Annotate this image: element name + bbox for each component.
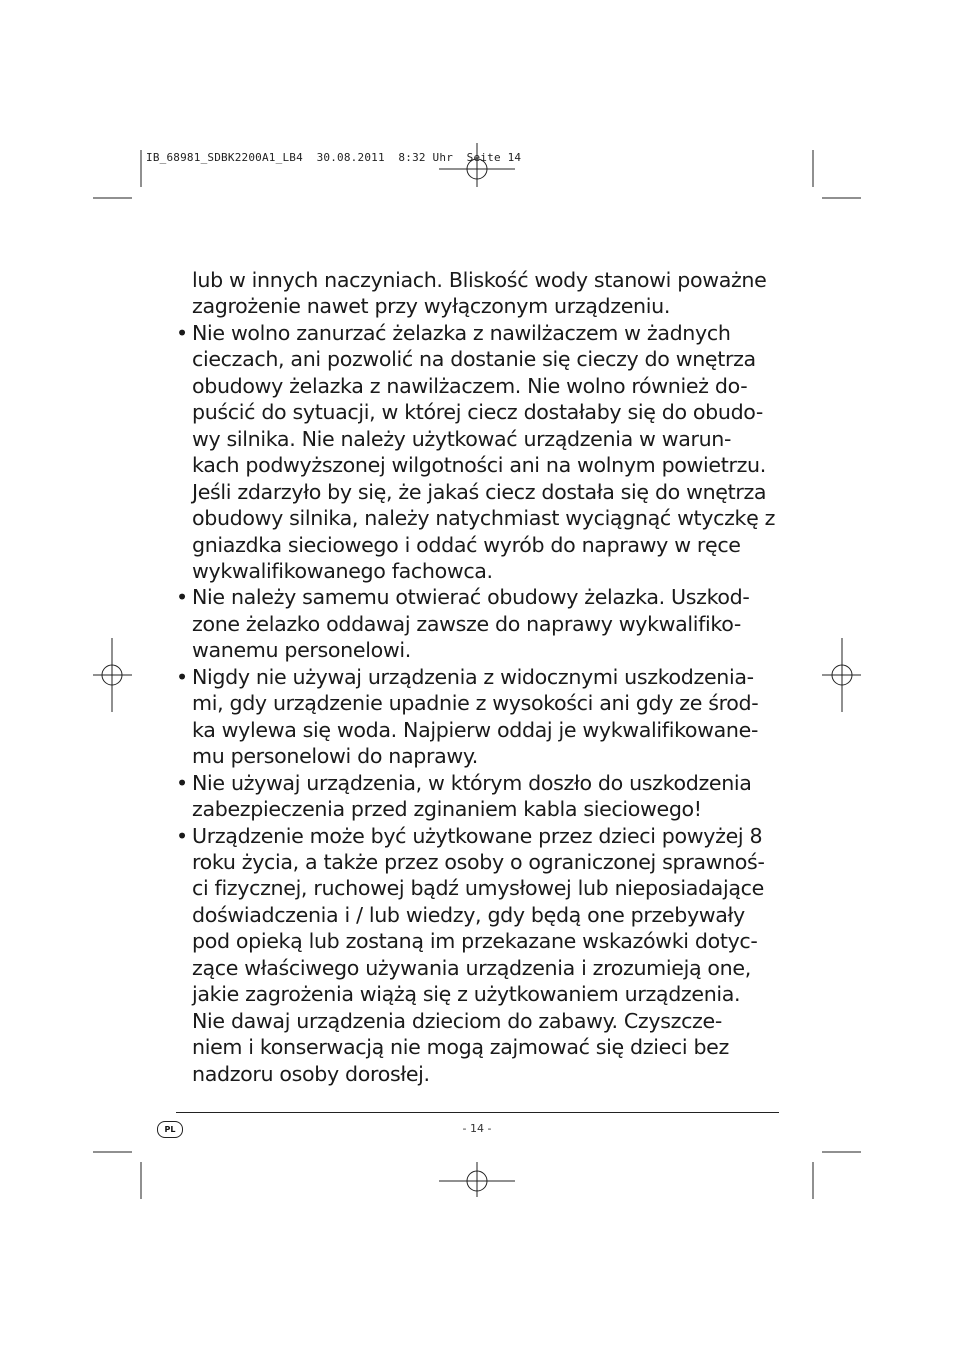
bullet-item-children (176, 823, 786, 1088)
text-line: Nie używaj urządzenia, w którym doszło do uszkodzenia (192, 770, 752, 795)
text-line: Urządzenie może być użytkowane przez dzieci powyżej 8 (192, 823, 763, 848)
text-line: zące właściwego używania urządzenia i zrozumieją one, (192, 955, 751, 980)
bullet-item-housing (176, 584, 786, 663)
text-line: zabezpieczenia przed zginaniem kabla sieciowego! (192, 797, 702, 822)
bullet-marker: • (176, 770, 188, 795)
text-line: wykwalifikowanego fachowca. (192, 558, 493, 583)
text-line: obudowy silnika, należy natychmiast wyciągnąć wtyczkę z (192, 506, 776, 531)
text-line: wanemu personelowi. (192, 638, 411, 663)
bullet-marker: • (176, 664, 188, 689)
text-line: kach podwyższonej wilgotności ani na wolnym powietrzu. (192, 453, 766, 478)
text-line: niem i konserwacją nie mogą zajmować się dzieci bez (192, 1035, 729, 1060)
text-line: nadzoru osoby dorosłej. (192, 1061, 430, 1086)
text-line: doświadczenia i / lub wiedzy, gdy będą one przebywały (192, 902, 745, 927)
page-number: - 14 - (462, 1122, 492, 1135)
text-line: cieczach, ani pozwolić na dostanie się cieczy do wnętrza (192, 347, 756, 372)
bullet-item-damage (176, 664, 786, 770)
intro-paragraph (176, 267, 786, 320)
language-badge: PL (157, 1121, 183, 1138)
registration-mark-left (93, 638, 132, 712)
text-line: Nigdy nie używaj urządzenia z widocznymi uszkodzenia- (192, 664, 754, 689)
registration-mark-right (822, 638, 861, 712)
text-line: ka wylewa się woda. Najpierw oddaj je wykwalifikowane- (192, 717, 759, 742)
text-line: wy silnika. Nie należy użytkować urządzenia w warun- (192, 426, 732, 451)
text-line: Jeśli zdarzyło by się, że jakaś ciecz dostała się do wnętrza (192, 479, 767, 504)
text-line: jakie zagrożenia wiążą się z użytkowaniem urządzenia. (192, 982, 741, 1007)
text-line: mi, gdy urządzenie upadnie z wysokości ani gdy ze środ- (192, 691, 759, 716)
text-line: lub w innych naczyniach. Bliskość wody stanowi poważne (192, 268, 767, 292)
bullet-item-cable (176, 770, 786, 823)
text-line: roku życia, a także przez osoby o ograniczonej sprawnoś- (192, 849, 765, 874)
text-line: pod opieką lub zostaną im przekazane wskazówki dotyc- (192, 929, 758, 954)
bullet-item-liquids (176, 320, 786, 585)
text-line: ci fizycznej, ruchowej bądź umysłowej lub nieposiadające (192, 876, 764, 901)
text-line: mu personelowi do naprawy. (192, 744, 478, 769)
footer-divider (176, 1112, 779, 1113)
bullet-marker: • (176, 585, 188, 610)
text-line: puścić do sytuacji, w której ciecz dostałaby się do obudo- (192, 400, 764, 425)
text-line: gniazdka sieciowego i oddać wyrób do naprawy w ręce (192, 532, 741, 557)
bullet-marker: • (176, 823, 188, 848)
text-line: Nie dawaj urządzenia dzieciom do zabawy. Czyszcze- (192, 1008, 722, 1033)
text-line: zone żelazko oddawaj zawsze do naprawy wykwalifiko- (192, 611, 741, 636)
text-line: Nie należy samemu otwierać obudowy żelazka. Uszkod- (192, 585, 750, 610)
print-slug-header: IB_68981_SDBK2200A1_LB4 30.08.2011 8:32 Uhr Seite 14 (146, 151, 522, 164)
registration-mark-bottom (439, 1162, 515, 1197)
text-line: obudowy żelazka z nawilżaczem. Nie wolno również do- (192, 373, 748, 398)
bullet-marker: • (176, 320, 188, 345)
text-line: zagrożenie nawet przy wyłączonym urządzeniu. (192, 294, 671, 319)
registration-mark-top (439, 143, 515, 187)
text-line: Nie wolno zanurzać żelazka z nawilżaczem w żadnych (192, 320, 731, 345)
safety-instructions-text (176, 267, 786, 1087)
